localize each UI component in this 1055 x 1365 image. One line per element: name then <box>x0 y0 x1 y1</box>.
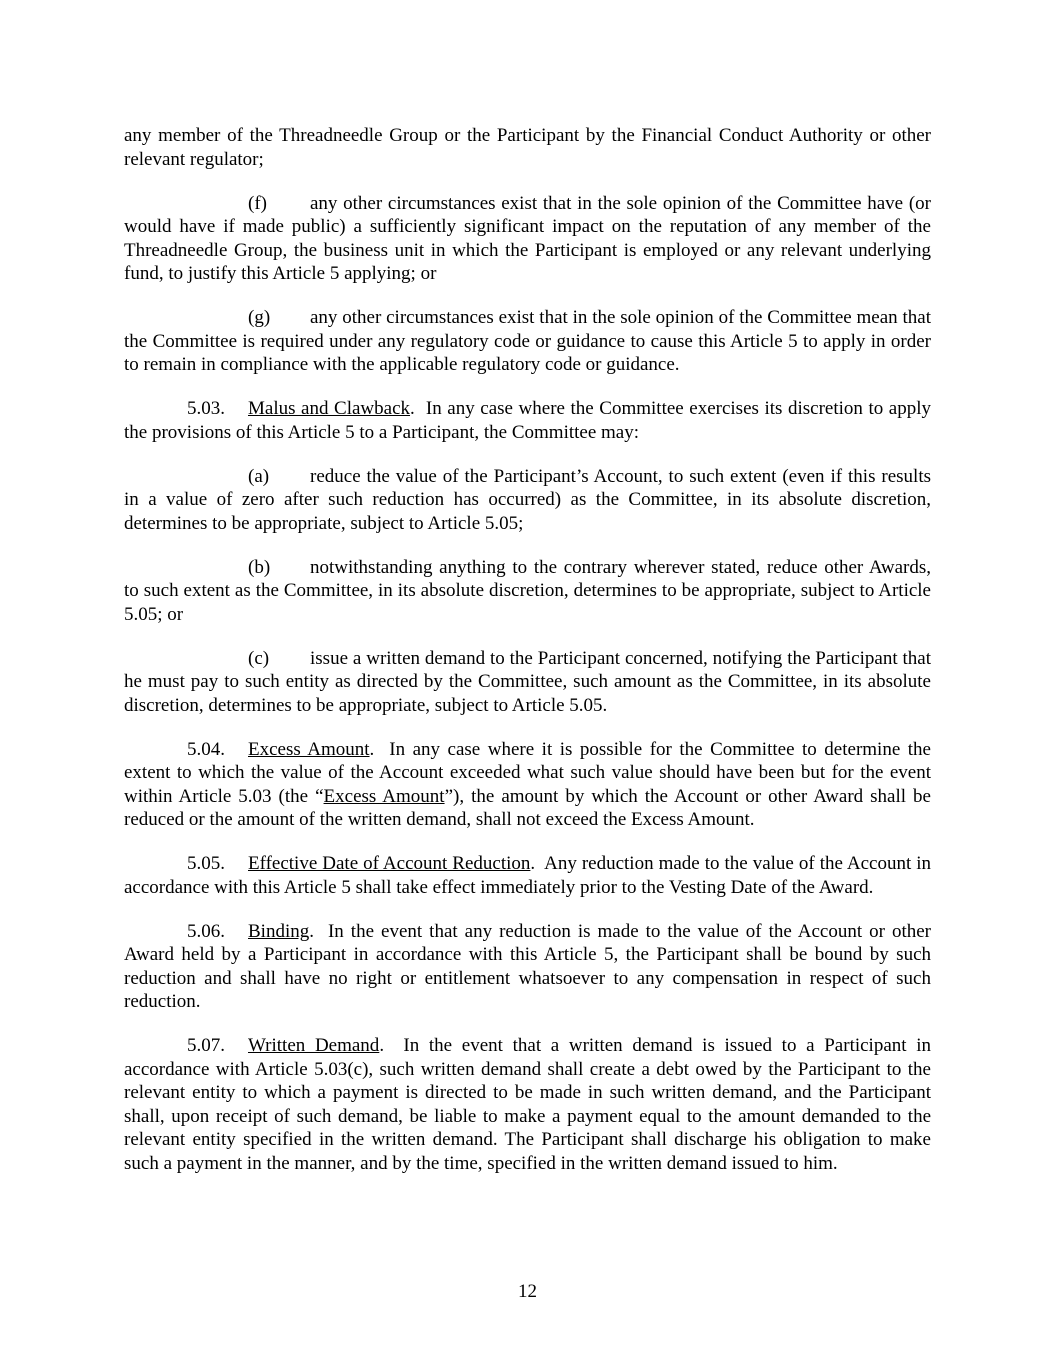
clause-text: any other circumstances exist that in the sole opinion of the Committee have (or would have if made public) a sufficiently significant impact on the reputation of any member of the Threadneedle Group, the business unit in which the Participant is employed or any relevant underlying fund, to justify this Article 5 applying; or <box>124 192 931 284</box>
section-number: 5.07. <box>187 1035 225 1056</box>
clause-g <box>124 306 931 377</box>
clause-label: (b) <box>248 556 271 578</box>
defined-term: Excess Amount <box>323 785 445 807</box>
section-number: 5.03. <box>187 398 225 419</box>
clause-f <box>124 192 931 286</box>
clause-label: (a) <box>248 465 270 487</box>
section-5-07: 5.07. Written Demand. In the event that a written demand is issued to a Participant in accordance with Article 5.03(c), such written demand shall create a debt owed by the Participant to the relevant entity to which a payment is directed to be made in such written demand, and the Participant shall, upon receipt of such demand, be liable to make a payment equal to the amount demanded to the relevant entity specified in the written demand. The Participant shall discharge his obligation to make such a payment in the manner, and by the time, specified in the written demand issued to him. <box>124 1035 931 1174</box>
paragraph-continuation <box>124 124 931 171</box>
section-5-03: 5.03. Malus and Clawback. In any case where the Committee exercises its discretion to apply the provisions of this Article 5 to a Participant, the Committee may: <box>124 398 932 443</box>
clause-text: reduce the value of the Participant’s Account, to such extent (even if this results in a value of zero after such reduction has occurred) as the Committee, in its absolute discretion, determines to be appropriate, subject to Article 5.05; <box>124 465 931 534</box>
clause-a <box>124 465 931 536</box>
clause-text: notwithstanding anything to the contrary wherever stated, reduce other Awards, to such extent as the Committee, in its absolute discretion, determines to be appropriate, subject to Article 5.05; or <box>124 556 931 625</box>
section-number: 5.06. <box>187 920 225 942</box>
document-page <box>124 124 931 1196</box>
section-text: In the event that any reduction is made to the value of the Account or other Award held by a Participant in accordance with this Article 5, the Participant shall be bound by such reduction and shall have no right or entitlement whatsoever to any compensation in respect of such reduction. <box>124 920 931 1012</box>
section-heading: Written Demand <box>248 1035 380 1056</box>
section-heading: Excess Amount <box>248 738 370 760</box>
paragraph-text: any member of the Threadneedle Group or the Participant by the Financial Conduct Authority or other relevant regulator; <box>124 125 931 170</box>
section-heading: Binding <box>248 920 310 942</box>
clause-text: issue a written demand to the Participant concerned, notifying the Participant that he must pay to such entity as directed by the Committee, such amount as the Committee, in its absolute discretion, determines to be appropriate, subject to Article 5.05. <box>124 647 931 716</box>
clause-c <box>124 647 931 718</box>
section-5-05: 5.05. Effective Date of Account Reduction. Any reduction made to the value of the Account in accordance with this Article 5 shall take effect immediately prior to the Vesting Date of the Award. <box>124 853 932 898</box>
page-number: 12 <box>518 1281 537 1302</box>
section-text-continued: ”), the amount by which the Account or other Award shall be reduced or the amount of the written demand, shall not exceed the Excess Amount. <box>124 785 931 830</box>
clause-text: any other circumstances exist that in the sole opinion of the Committee mean that the Committee is required under any regulatory code or guidance to cause this Article 5 to apply in order to remain in compliance with the applicable regulatory code or guidance. <box>124 307 931 375</box>
section-heading: Malus and Clawback <box>248 398 411 419</box>
section-text: Any reduction made to the value of the Account in accordance with this Article 5 shall take effect immediately prior to the Vesting Date of the Award. <box>124 853 932 898</box>
clause-b <box>124 556 931 627</box>
section-5-04: 5.04. Excess Amount. In any case where it is possible for the Committee to determine the extent to which the value of the Account exceeded what such value should have been but for the event within Article 5.03 (the “Excess Amount”), the amount by which the Account or other Award shall be reduced or the amount of the written demand, shall not exceed the Excess Amount. <box>124 738 931 830</box>
section-text: In any case where it is possible for the Committee to determine the extent to which the value of the Account exceeded what such value should have been but for the event within Article 5.03 (the “ <box>124 738 931 807</box>
clause-label: (g) <box>248 307 271 328</box>
clause-label: (f) <box>248 192 267 214</box>
section-text: In the event that a written demand is issued to a Participant in accordance with Article 5.03(c), such written demand shall create a debt owed by the Participant to the relevant entity to which a payment is directed to be made in such written demand, and the Participant shall, upon receipt of such demand, be liable to make a payment equal to the amount demanded to the relevant entity specified in the written demand. The Participant shall discharge his obligation to make such a payment in the manner, and by the time, specified in the written demand issued to him. <box>124 1035 931 1174</box>
section-number: 5.04. <box>187 738 225 760</box>
section-text: In any case where the Committee exercises its discretion to apply the provisions of this Article 5 to a Participant, the Committee may: <box>124 398 932 443</box>
clause-label: (c) <box>248 647 270 669</box>
section-number: 5.05. <box>187 853 225 874</box>
section-5-06: 5.06. Binding. In the event that any reduction is made to the value of the Account or other Award held by a Participant in accordance with this Article 5, the Participant shall be bound by such reduction and shall have no right or entitlement whatsoever to any compensation in respect of such reduction. <box>124 920 931 1012</box>
section-heading: Effective Date of Account Reduction <box>248 853 531 874</box>
